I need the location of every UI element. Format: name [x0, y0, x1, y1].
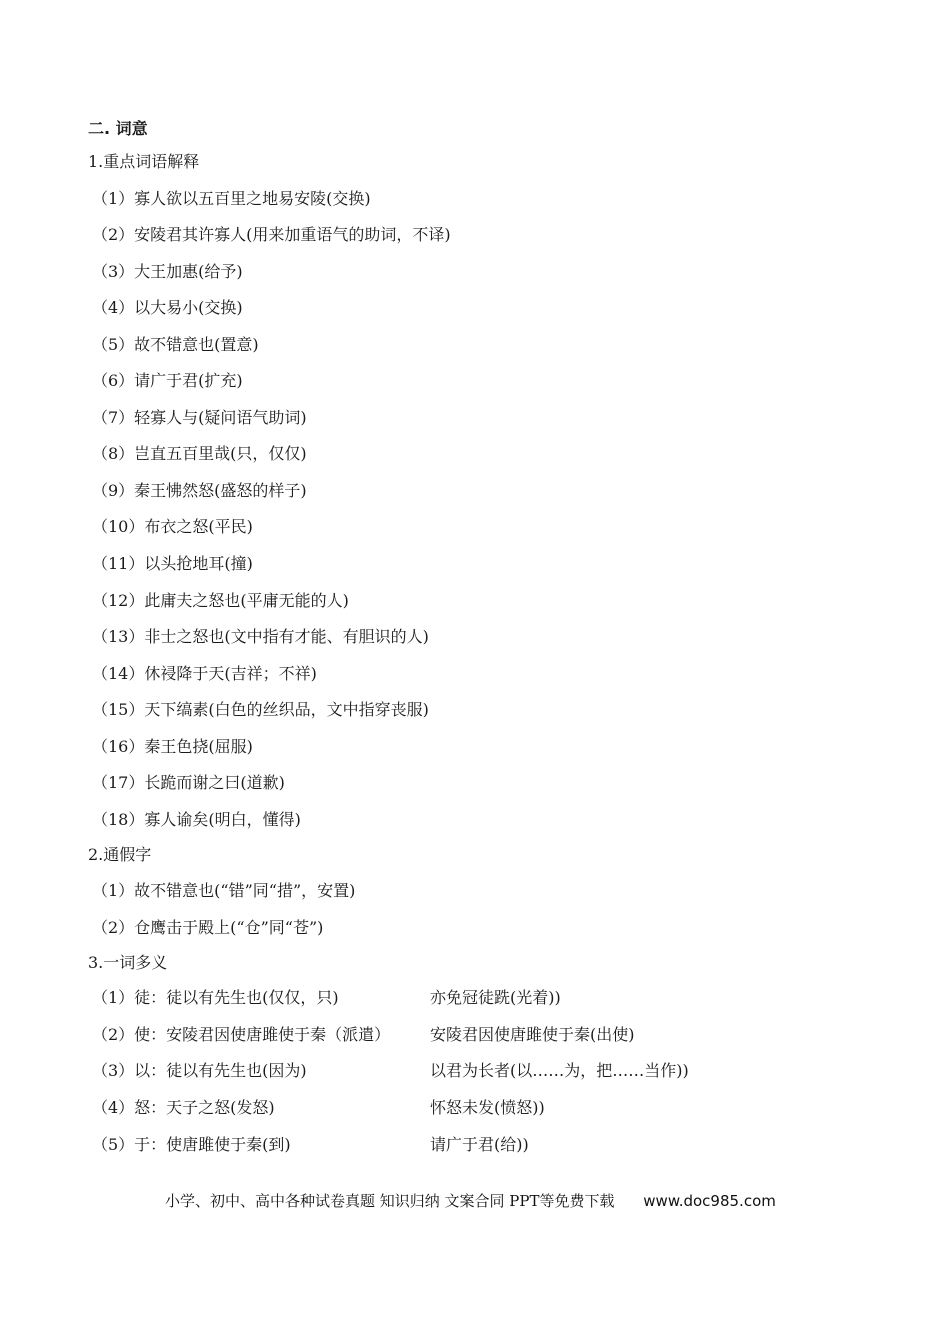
- list-item: （13）非士之怒也(文中指有才能、有胆识的人): [92, 627, 429, 646]
- list-item: （5）故不错意也(置意): [92, 335, 259, 354]
- polysemy-item-left: （3）以：徒以有先生也(因为): [92, 1061, 307, 1080]
- list-item: （1）故不错意也(“错”同“措”，安置): [92, 881, 356, 900]
- footer-text: 小学、初中、高中各种试卷真题 知识归纳 文案合同 PPT等免费下载: [165, 1192, 615, 1210]
- list-item: （18）寡人谕矣(明白，懂得): [92, 810, 301, 829]
- polysemy-item-right: 请广于君(给)): [430, 1135, 529, 1154]
- list-item: （11）以头抢地耳(撞): [92, 554, 253, 573]
- list-item: （17）长跪而谢之曰(道歉): [92, 773, 285, 792]
- list-item: （2）仓鹰击于殿上(“仓”同“苍”): [92, 918, 324, 937]
- list-item: （9）秦王怫然怒(盛怒的样子): [92, 481, 307, 500]
- list-item: （7）轻寡人与(疑问语气助词): [92, 408, 307, 427]
- list-item: （15）天下缟素(白色的丝织品，文中指穿丧服): [92, 700, 429, 719]
- polysemy-item-left: （4）怒：天子之怒(发怒): [92, 1098, 275, 1117]
- list-item: （8）岂直五百里哉(只，仅仅): [92, 444, 307, 463]
- heading-polysemy: 3.一词多义: [88, 953, 168, 972]
- heading-loan-characters: 2.通假字: [88, 845, 152, 864]
- polysemy-item-left: （5）于：使唐雎使于秦(到): [92, 1135, 291, 1154]
- list-item: （10）布衣之怒(平民): [92, 517, 253, 536]
- polysemy-item-right: 怀怒未发(愤怒)): [430, 1098, 545, 1117]
- heading-key-words: 1.重点词语解释: [88, 152, 200, 171]
- list-item: （3）大王加惠(给予): [92, 262, 243, 281]
- list-item: （1）寡人欲以五百里之地易安陵(交换): [92, 189, 371, 208]
- list-item: （4）以大易小(交换): [92, 298, 243, 317]
- polysemy-item-left: （2）使：安陵君因使唐雎使于秦（派遣）: [92, 1025, 391, 1044]
- page-footer: [165, 1186, 776, 1216]
- polysemy-item-right: 亦免冠徒跣(光着)): [430, 988, 561, 1007]
- list-item: （12）此庸夫之怒也(平庸无能的人): [92, 591, 349, 610]
- list-item: （2）安陵君其许寡人(用来加重语气的助词，不译): [92, 225, 451, 244]
- section-title: 二. 词意: [88, 119, 148, 138]
- polysemy-item-right: 以君为长者(以……为，把……当作)): [430, 1061, 689, 1080]
- footer-url: www.doc985.com: [643, 1192, 776, 1210]
- polysemy-item-left: （1）徒：徒以有先生也(仅仅，只): [92, 988, 339, 1007]
- list-item: （16）秦王色挠(屈服): [92, 737, 253, 756]
- polysemy-item-right: 安陵君因使唐雎使于秦(出使): [430, 1025, 635, 1044]
- list-item: （14）休祲降于天(吉祥；不祥): [92, 664, 317, 683]
- list-item: （6）请广于君(扩充): [92, 371, 243, 390]
